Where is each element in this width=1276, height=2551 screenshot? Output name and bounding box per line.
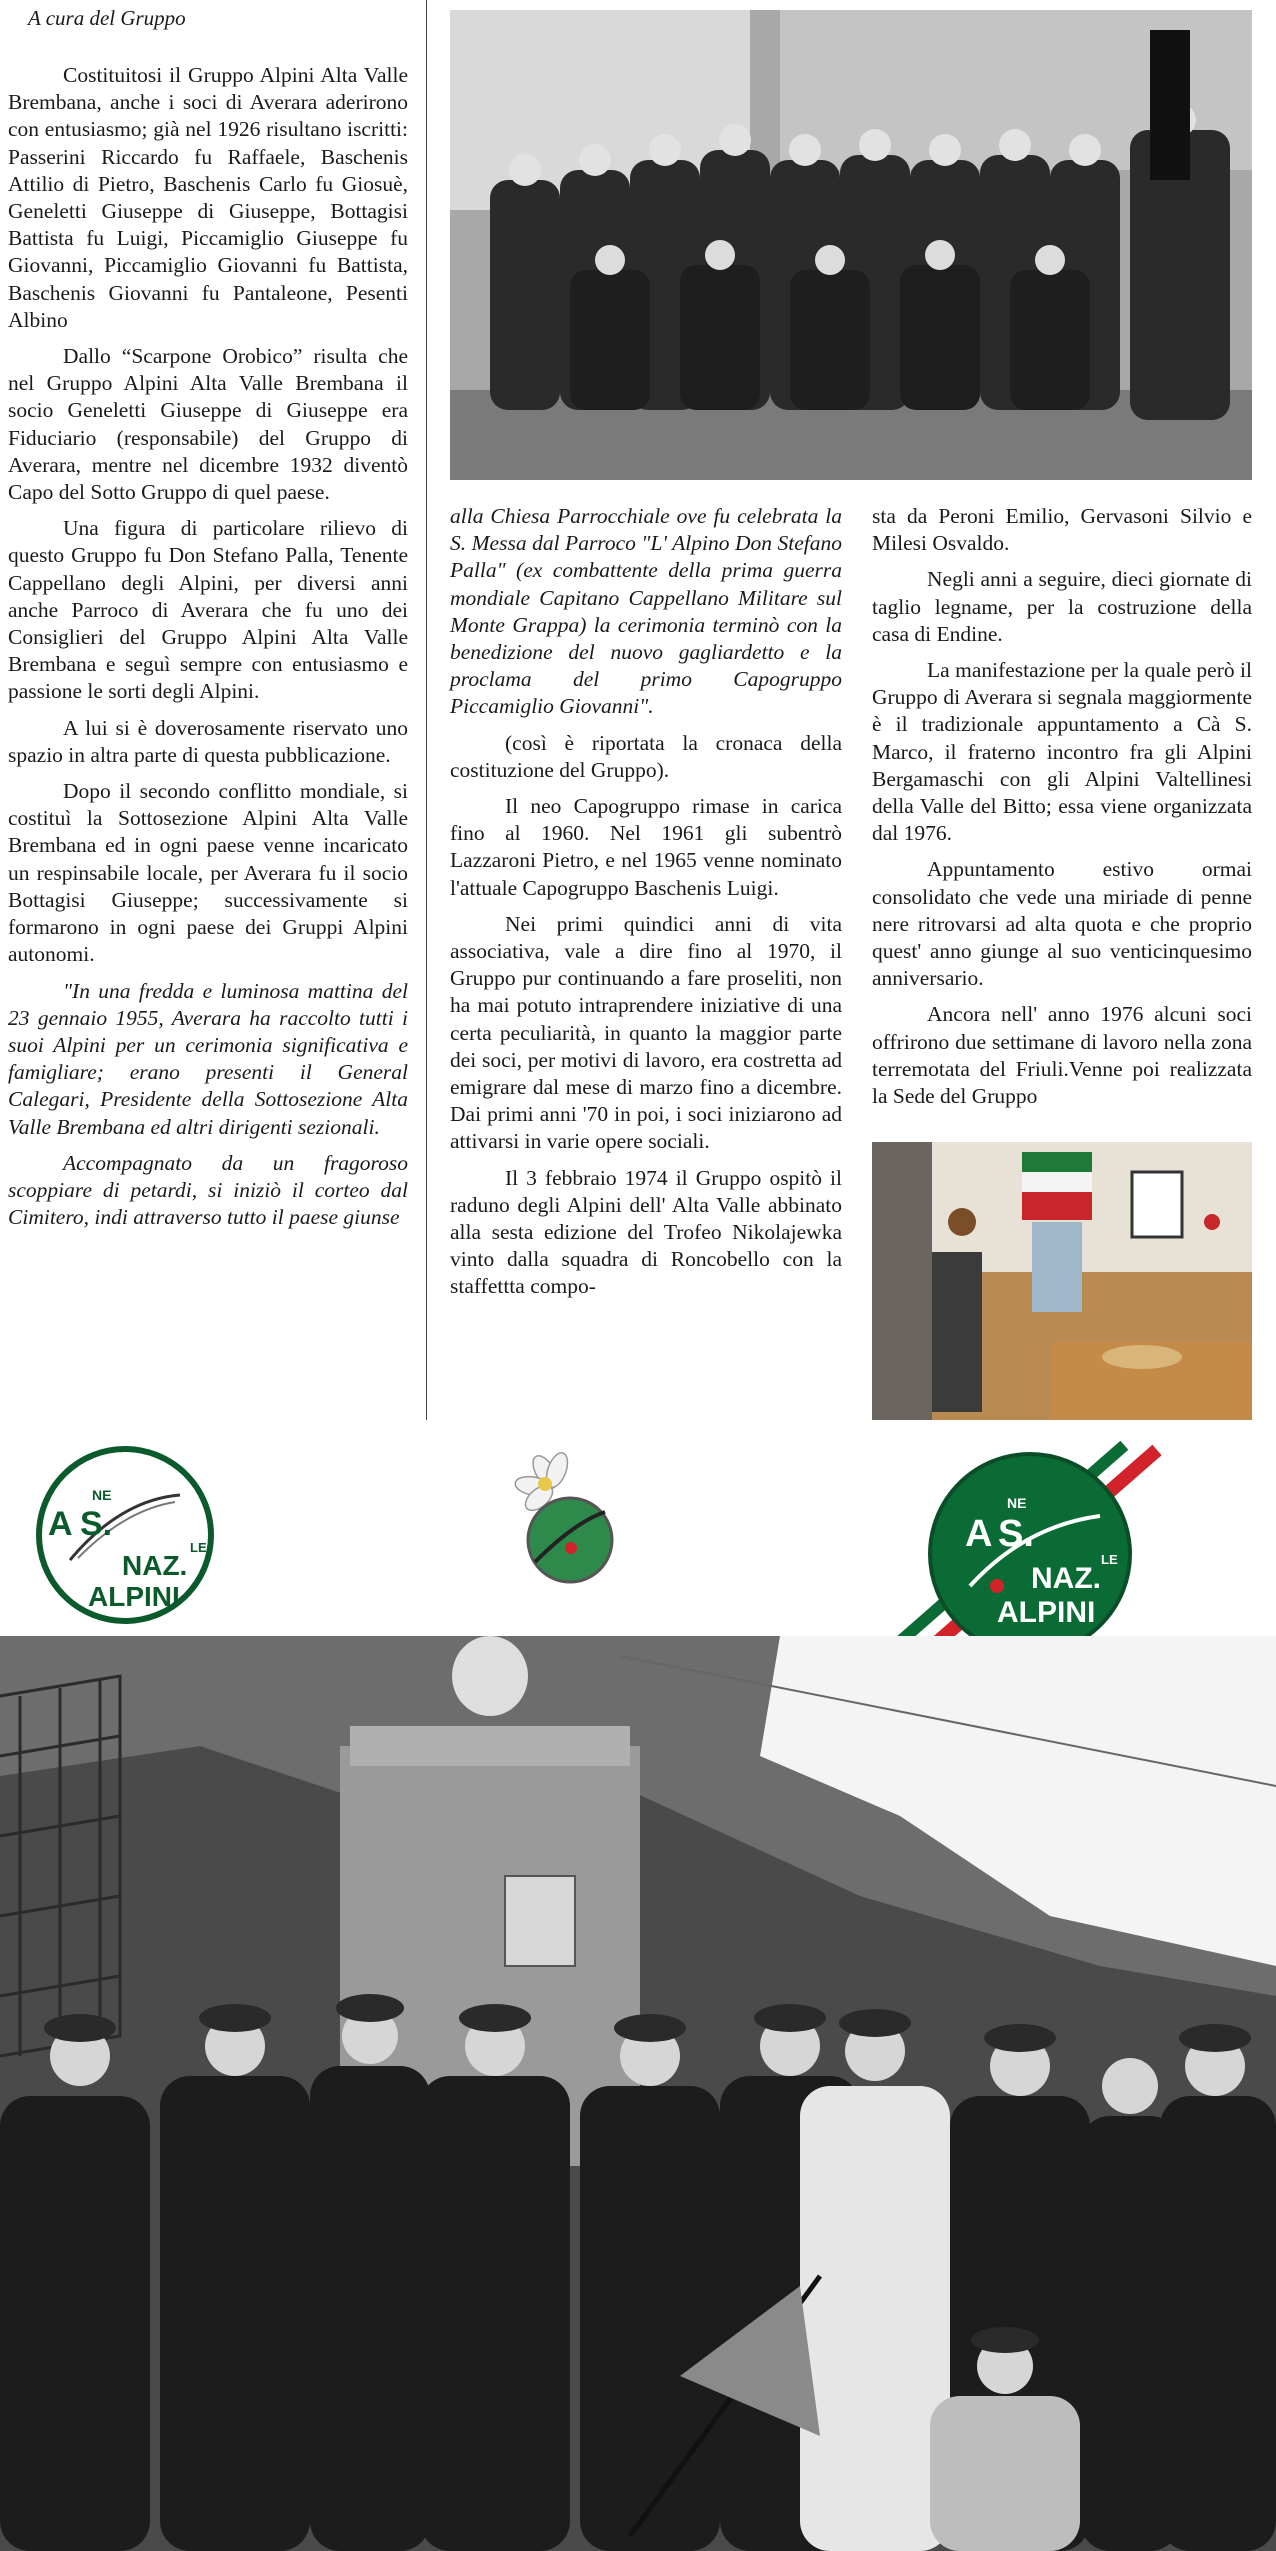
logo-edelweiss-emblem	[505, 1452, 625, 1592]
headquarters-interior-photo	[872, 1142, 1252, 1420]
text-column-1	[8, 62, 408, 1240]
logo-naz: NAZ.	[122, 1550, 188, 1581]
text-column-3	[872, 503, 1252, 1119]
byline: A cura del Gruppo	[28, 6, 186, 30]
paragraph: Dopo il secondo conflitto mondiale, si costituì la Sottosezione Alpini Alta Valle Brembana ed in ogni paese venne incaricato un respinsabile locale, per Averara fu il socio Bottagisi Giuseppe; successivamente si formarono in ogni paese dei Gruppi Alpini autonomi.	[8, 779, 408, 967]
logo-letter-s: S.	[80, 1505, 113, 1543]
paragraph: Ancora nell' anno 1976 alcuni soci offrirono due settimane di lavoro nella zona terremotata del Friuli.Venne poi realizzata la Sede del Gruppo	[872, 1002, 1252, 1109]
group-photo-drawing	[450, 10, 1252, 480]
monument-group-photo	[0, 1636, 1276, 2551]
logo-naz: NAZ.	[1031, 1562, 1101, 1595]
ana-logo-left-icon	[30, 1440, 220, 1630]
paragraph: Il 3 febbraio 1974 il Gruppo ospitò il raduno degli Alpini dell' Alta Valle abbinato alla sesta edizione del Trofeo Nikolajewka vinto dalla squadra di Roncobello con la staffettta compo-	[450, 1165, 842, 1299]
logo-letter-a: A	[965, 1513, 993, 1555]
edelweiss-emblem-icon	[505, 1452, 625, 1592]
logo-alpini: ALPINI	[997, 1596, 1096, 1629]
paragraph: (così è riportata la cronaca della costituzione del Gruppo).	[450, 730, 842, 782]
paragraph: sta da Peroni Emilio, Gervasoni Silvio e Milesi Osvaldo.	[872, 504, 1252, 556]
logo-sup-le: LE	[1101, 1552, 1118, 1567]
logo-sup-ne: NE	[92, 1487, 112, 1503]
paragraph: Dallo “Scarpone Orobico” risulta che nel Gruppo Alpini Alta Valle Brembana il socio Geneletti Giuseppe di Giuseppe era Fiduciario (responsabile) del Gruppo di Averara, mentre nel dicembre 1932 diventò Capo del Sotto Gruppo di quel paese.	[8, 344, 408, 505]
logo-ana-right-tricolor	[875, 1436, 1185, 1666]
logo-alpini: ALPINI	[88, 1581, 180, 1612]
logo-letter-s: S.	[998, 1513, 1034, 1555]
text-column-2	[450, 503, 842, 1310]
quoted-paragraph: alla Chiesa Parrocchiale ove fu celebrata la S. Messa dal Parroco "L' Alpino Don Stefano Palla" (ex combattente della prima guerra mondiale Capitano Cappellano Militare sul Monte Grappa) la cerimonia terminò con la benedizione del nuovo gagliardetto e la proclama del primo Capogruppo Piccamiglio Giovanni".	[450, 504, 842, 719]
interior-photo-drawing	[872, 1142, 1252, 1420]
monument-photo-drawing	[0, 1636, 1276, 2551]
paragraph: Nei primi quindici anni di vita associativa, vale a dire fino al 1970, il Gruppo pur continuando a fare proseliti, non ha mai potuto intraprendere iniziative di una certa peculiarità, in quanto la maggior parte dei soci, per motivi di lavoro, era costretta ad emigrare dal mese di marzo fino a dicembre. Dai primi anni '70 in poi, i soci iniziarono ad attivarsi in varie opere sociali.	[450, 911, 842, 1154]
paragraph: Una figura di particolare rilievo di questo Gruppo fu Don Stefano Palla, Tenente Cappellano degli Alpini, per diversi anni anche Parroco di Averara che fu uno dei Consiglieri del Gruppo Alpini Alta Valle Brembana e seguì sempre con entusiasmo e passione le sorti degli Alpini.	[8, 516, 408, 704]
group-photo-1955	[450, 10, 1252, 480]
quoted-paragraph: Accompagnato da un fragoroso scoppiare di petardi, si iniziò il corteo dal Cimitero, indi attraverso tutto il paese giunse	[8, 1150, 408, 1230]
quoted-paragraph: "In una fredda e luminosa mattina del 23 gennaio 1955, Averara ha raccolto tutti i suoi Alpini per un cerimonia significativa e famigliare; erano presenti il General Calegari, Presidente della Sottosezione Alta Valle Brembana ed altri dirigenti sezionali.	[8, 978, 408, 1139]
logo-letter-a: A	[48, 1505, 73, 1543]
logo-ana-left	[30, 1440, 220, 1630]
paragraph: La manifestazione per la quale però il Gruppo di Averara si segnala maggiormente è il tradizionale appuntamento a Cà S. Marco, il fraterno incontro fra gli Alpini Bergamaschi con gli Alpini Valtellinesi della Valle del Bitto; essa viene organizzata dal 1976.	[872, 658, 1252, 846]
column-divider	[426, 0, 427, 1420]
paragraph: Negli anni a seguire, dieci giornate di taglio legname, per la costruzione della casa di Endine.	[872, 567, 1252, 646]
ana-logo-right-icon	[875, 1436, 1185, 1666]
logo-sup-le: LE	[190, 1540, 207, 1555]
paragraph: A lui si è doverosamente riservato uno spazio in altra parte di questa pubblicazione.	[8, 715, 408, 767]
paragraph: Appuntamento estivo ormai consolidato che vede una miriade di penne nere ritrovarsi ad alta quota e che proprio quest' anno giunge al suo venticinquesimo anniversario.	[872, 857, 1252, 991]
paragraph: Il neo Capogruppo rimase in carica fino al 1960. Nel 1961 gli subentrò Lazzaroni Pietro, e nel 1965 venne nominato l'attuale Capogruppo Baschenis Luigi.	[450, 794, 842, 900]
logo-sup-ne: NE	[1007, 1495, 1027, 1511]
paragraph: Costituitosi il Gruppo Alpini Alta Valle Brembana, anche i soci di Averara aderirono con entusiasmo; già nel 1926 risultano iscritti: Passerini Riccardo fu Raffaele, Baschenis Attilio di Pietro, Baschenis Carlo fu Giosuè, Geneletti Giuseppe di Giuseppe, Bottagisi Battista fu Luigi, Piccamiglio Giuseppe fu Giovanni, Piccamiglio Giovanni fu Battista, Baschenis Giovanni fu Pantaleone, Pesenti Albino	[8, 63, 408, 332]
